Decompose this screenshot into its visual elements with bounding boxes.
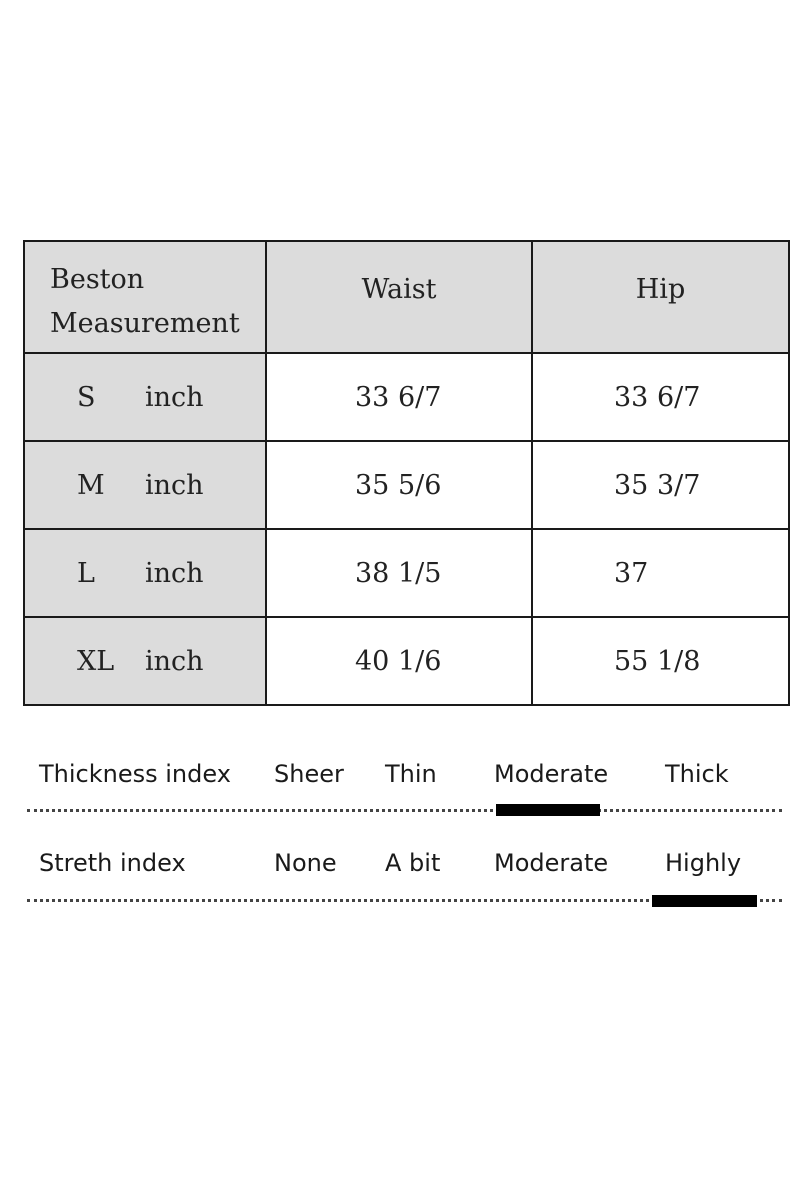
stretch-option-none: None [274,849,337,877]
size-cell [24,353,266,441]
hip-value: 35 3/7 [532,441,789,529]
waist-value: 38 1/5 [266,529,532,617]
hip-header-cell [532,241,789,353]
hip-value: 55 1/8 [532,617,789,705]
table-row [24,353,789,441]
thickness-dotted-line [27,809,782,812]
corner-label-line1: Beston [50,264,145,295]
size-label: L [77,557,95,589]
waist-header-cell [266,241,532,353]
waist-value: 33 6/7 [266,353,532,441]
size-cell [24,529,266,617]
thickness-option-thin: Thin [385,760,437,788]
size-cell [24,617,266,705]
measurement-header-cell [24,241,266,353]
table-row [24,617,789,705]
corner-label-line2: Measurement [50,308,240,339]
size-label: XL [77,645,115,677]
hip-header: Hip [635,273,686,305]
unit-label: inch [145,557,204,589]
stretch-index-label: Streth index [39,849,186,877]
size-chart-table [23,240,790,706]
hip-value: 37 [532,529,789,617]
thickness-option-sheer: Sheer [274,760,344,788]
hip-value: 33 6/7 [532,353,789,441]
table-row [24,441,789,529]
waist-header: Waist [361,273,437,305]
stretch-option-a-bit: A bit [385,849,441,877]
thickness-index-label: Thickness index [39,760,231,788]
thickness-option-moderate: Moderate [494,760,609,788]
unit-label: inch [145,381,204,413]
waist-value: 40 1/6 [266,617,532,705]
unit-label: inch [145,469,204,501]
stretch-selected-marker [652,895,757,907]
size-label: S [77,381,96,413]
stretch-option-moderate: Moderate [494,849,609,877]
size-cell [24,441,266,529]
unit-label: inch [145,645,204,677]
table-header-row [24,241,789,353]
table-row [24,529,789,617]
size-label: M [77,469,105,501]
thickness-option-thick: Thick [665,760,729,788]
waist-value: 35 5/6 [266,441,532,529]
stretch-option-highly: Highly [665,849,742,877]
thickness-selected-marker [496,804,600,816]
